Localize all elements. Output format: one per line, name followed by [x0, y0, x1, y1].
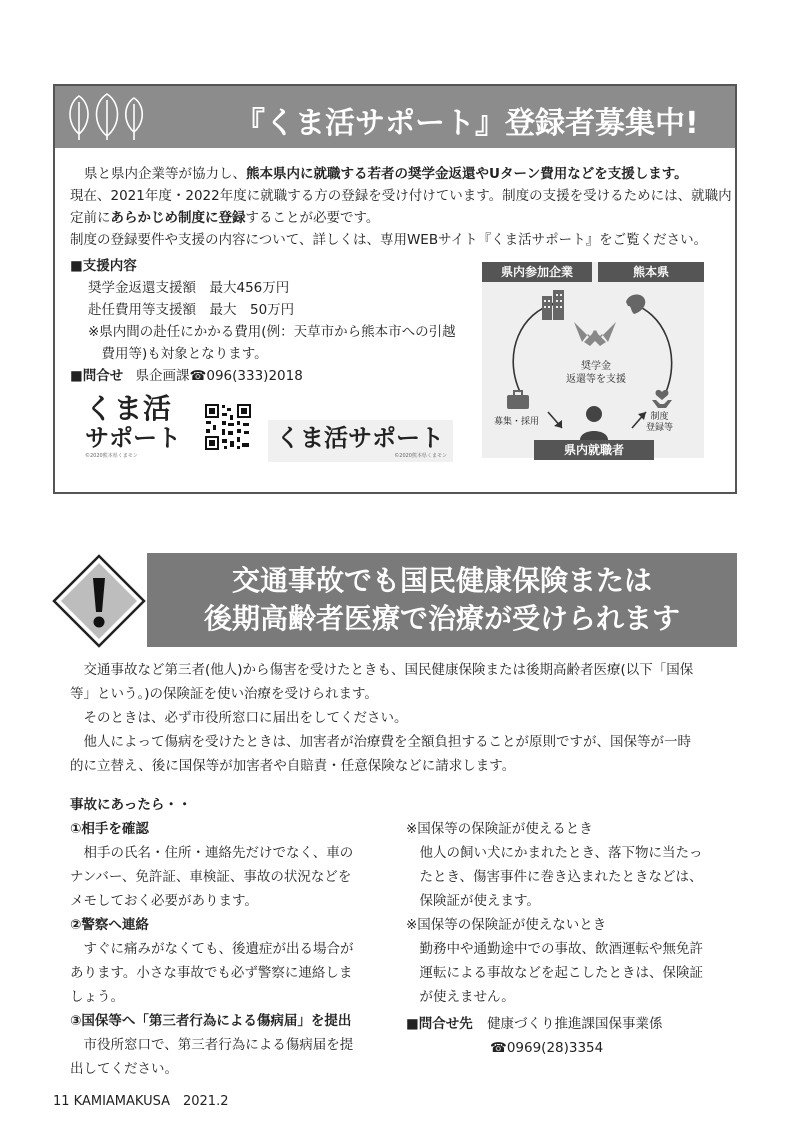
- intro-line: そのときは、必ず市役所窓口に届出をしてください。: [70, 710, 408, 726]
- intro-line: [70, 229, 732, 251]
- insurance-notes: [406, 817, 736, 1009]
- support-item: 費用等)も対象となります。: [88, 346, 268, 362]
- intro-bold-text: 熊本県内に就職する若者の奨学金返還やUターン費用などを支援します。: [246, 166, 688, 182]
- person-icon: [576, 404, 612, 440]
- intro-text: 県と県内企業等が協力し、: [84, 166, 246, 182]
- step-title: ①相手を確認: [70, 821, 149, 837]
- intro-bold-text: あらかじめ制度に登録: [110, 210, 246, 226]
- note-line: 勤務中や通勤途中での事故、飲酒運転や無免許: [406, 941, 703, 957]
- note-line: ※国保等の保険証が使えないとき: [406, 917, 607, 933]
- traffic-contact: [406, 1012, 663, 1036]
- support-item: 赴任費用等支援額 最大 50万円: [88, 302, 295, 318]
- page-footer: 11 KAMIAMAKUSA 2021.2: [53, 1094, 229, 1109]
- traffic-accident-title: 交通事故でも国民健康保険または 後期高齢者医療で治療が受けられます: [203, 564, 680, 635]
- intro-text: 定前に: [70, 210, 111, 226]
- intro-line: [70, 163, 732, 185]
- note-line: たとき、傷害事件に巻き込まれたときなどは、: [406, 869, 703, 885]
- intro-line: 他人によって傷病を受けたときは、加害者が治療費を全額負担することが原則ですが、国保等が一時: [70, 734, 691, 750]
- diagram-bottom-label: 県内就職者: [534, 440, 654, 460]
- kumakatsu-intro: [70, 163, 732, 251]
- warning-sign-icon: [52, 554, 146, 648]
- helping-hands-icon: [650, 388, 674, 410]
- diagram-center-label: 奨学金 返還等を支援: [566, 361, 626, 385]
- step-line: しょう。: [70, 989, 124, 1005]
- contact-dept: 健康づくり推進課国保事業係: [487, 1016, 663, 1032]
- note-line: ※国保等の保険証が使えるとき: [406, 821, 593, 837]
- step-line: 市役所窓口で、第三者行為による傷病届を提: [70, 1037, 354, 1053]
- note-line: 保険証が使えます。: [406, 893, 540, 909]
- contact-label: ■問合せ先: [406, 1016, 473, 1032]
- step-line: ナンバー、免許証、車検証、事故の状況などを: [70, 869, 352, 885]
- intro-text: することが必要です。: [245, 210, 380, 226]
- support-heading: ■支援内容: [70, 258, 137, 274]
- contact-phone: ☎0969(28)3354: [490, 1040, 604, 1056]
- intro-paragraph: [70, 163, 732, 251]
- intro-line: 等」という。)の保険証を使い治療を受けられます。: [70, 686, 378, 702]
- intro-text: 現在、2021年度・2022年度に就職する方の登録を受け付けています。制度の支援を受けるためには、就職内: [70, 188, 732, 204]
- support-list: [88, 277, 456, 365]
- contact-label: ■問合せ: [70, 368, 124, 384]
- kumakatsu-title: 『くま活サポート』登録者募集中!: [235, 106, 699, 141]
- accident-steps: [70, 793, 400, 1081]
- leaf-trees-icon: [61, 92, 151, 142]
- support-item: 奨学金返還支援額 最大456万円: [88, 280, 290, 296]
- diagram-right-label: 制度 登録等: [646, 412, 674, 433]
- accident-heading: 事故にあったら・・: [70, 797, 192, 813]
- qr-code-icon[interactable]: [204, 403, 252, 451]
- diagram-header-prefecture: 熊本県: [598, 262, 704, 282]
- kumakatsu-contact: [70, 365, 303, 387]
- note-line: 他人の飼い犬にかまれたとき、落下物に当たっ: [406, 845, 703, 861]
- kumakatsu-logo-vertical: くま活 サポート ©2020熊本県くまモン: [85, 392, 181, 459]
- step-line: すぐに痛みがなくても、後遺症が出る場合が: [70, 941, 354, 957]
- intro-line: 的に立替え、後に国保等が加害者や自賠責・任意保険などに請求します。: [70, 758, 516, 774]
- step-title: ③国保等へ「第三者行為による傷病届」を提出: [70, 1013, 352, 1029]
- building-icon: [540, 290, 566, 320]
- note-line: が使えません。: [406, 989, 515, 1005]
- step-line: あります。小さな事故でも必ず警察に連絡しま: [70, 965, 353, 981]
- traffic-intro: [70, 658, 693, 778]
- support-item: ※県内間の赴任にかかる費用(例：天草市から熊本市への引越: [88, 324, 456, 340]
- kumakatsu-logo-horizontal: くま活サポート ©2020熊本県くまモン: [268, 420, 453, 462]
- diagram-header-companies: 県内参加企業: [482, 262, 592, 282]
- intro-text: 制度の登録要件や支援の内容について、詳しくは、専用WEBサイト『くま活サポート』をご覧ください。: [70, 232, 708, 248]
- kumamoto-map-icon: [622, 292, 648, 316]
- intro-line: 交通事故など第三者(他人)から傷害を受けたときも、国民健康保険または後期高齢者医療(以下「国保: [70, 662, 694, 678]
- intro-line: [70, 185, 732, 207]
- step-line: 相手の氏名・住所・連絡先だけでなく、車の: [70, 845, 354, 861]
- contact-text: 県企画課☎096(333)2018: [135, 368, 303, 384]
- intro-line: [70, 207, 732, 229]
- diagram-left-label: 募集・採用: [494, 417, 540, 427]
- step-title: ②警察へ連絡: [70, 917, 149, 933]
- briefcase-icon: [506, 390, 530, 410]
- note-line: 運転による事故などを起こしたときは、保険証: [406, 965, 703, 981]
- step-line: 出してください。: [70, 1061, 178, 1077]
- step-line: メモしておく必要があります。: [70, 893, 258, 909]
